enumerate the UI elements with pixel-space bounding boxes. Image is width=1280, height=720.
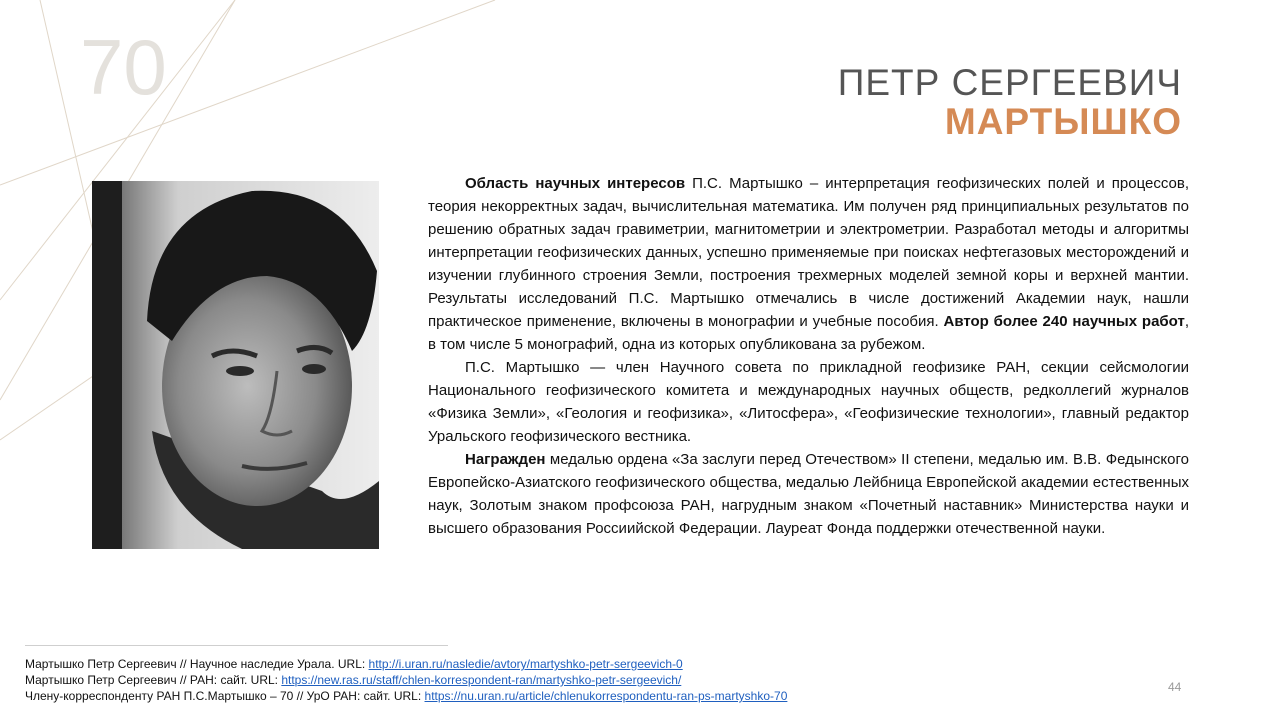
reference-item (25, 656, 787, 672)
publications-text: , в том числе 5 монографий, одна из которых опубликована за рубежом. (428, 313, 1189, 353)
publications-count: Автор более 240 научных работ (943, 313, 1185, 330)
reference-link[interactable]: http://i.uran.ru/nasledie/avtory/martyshko-petr-sergeevich-0 (368, 657, 683, 671)
person-surname: МАРТЫШКО (944, 101, 1182, 142)
biography-text (428, 172, 1189, 540)
page-number: 44 (1168, 680, 1182, 694)
reference-item (25, 672, 787, 688)
footnote-divider (25, 645, 448, 646)
awards-text: медалью ордена «За заслуги перед Отечеством» II степени, медалью им. В.В. Федынского Европейско-Азиатского геофизического общества, медалью Лейбница Европейской академии естественных наук, Золотым знаком профсоюза РАН, нагрудным знаком «Почетный наставник» Министерства науки и высшего образования Россиийской Федерации. Лауреат Фонда поддержки отечественной науки. (428, 451, 1189, 537)
anniversary-number: 70 (80, 23, 167, 111)
person-first-names: ПЕТР СЕРГЕЕВИЧ (837, 62, 1182, 103)
reference-item (25, 688, 787, 704)
research-interests-paragraph (428, 172, 1189, 356)
awards-heading: Награжден (465, 451, 546, 468)
references-list (25, 656, 787, 704)
reference-link[interactable]: https://nu.uran.ru/article/chlenukorrespondentu-ran-ps-martyshko-70 (424, 689, 788, 703)
portrait-photo (92, 181, 379, 549)
portrait-image (92, 181, 379, 549)
reference-text: Члену-корреспонденту РАН П.С.Мартышко – 70 // УрО РАН: сайт. URL: (25, 689, 425, 703)
research-interests-text: П.С. Мартышко – интерпретация геофизических полей и процессов, теория некорректных задач, вычислительная математика. Им получен ряд принципиальных результатов по решению обратных задач гравиметрии, магнитометрии и электрометрии. Разработал методы и алгоритмы интерпретации геофизических данных, успешно применяемые при поисках нефтегазовых месторождений и изучении глубинного строения Земли, построения трехмерных моделей земной коры и верхней мантии. Результаты исследований П.С. Мартышко отмечались в числе достижений Академии наук, нашли практическое применение, включены в монографии и учебные пособия. (428, 175, 1190, 330)
reference-text: Мартышко Петр Сергеевич // Научное наследие Урала. URL: (25, 657, 369, 671)
awards-paragraph (428, 448, 1189, 540)
memberships-paragraph (428, 356, 1189, 448)
reference-link[interactable]: https://new.ras.ru/staff/chlen-korrespondent-ran/martyshko-petr-sergeevich/ (281, 673, 682, 687)
reference-text: Мартышко Петр Сергеевич // РАН: сайт. URL: (25, 673, 282, 687)
research-interests-heading: Область научных интересов (465, 175, 686, 192)
memberships-text: П.С. Мартышко — член Научного совета по прикладной геофизике РАН, секции сейсмологии Национального геофизического комитета и международных научных обществ, редколлегий журналов «Физика Земли», «Геология и геофизика», «Литосфера», «Геофизические технологии», главный редактор Уральского геофизического вестника. (428, 359, 1189, 445)
